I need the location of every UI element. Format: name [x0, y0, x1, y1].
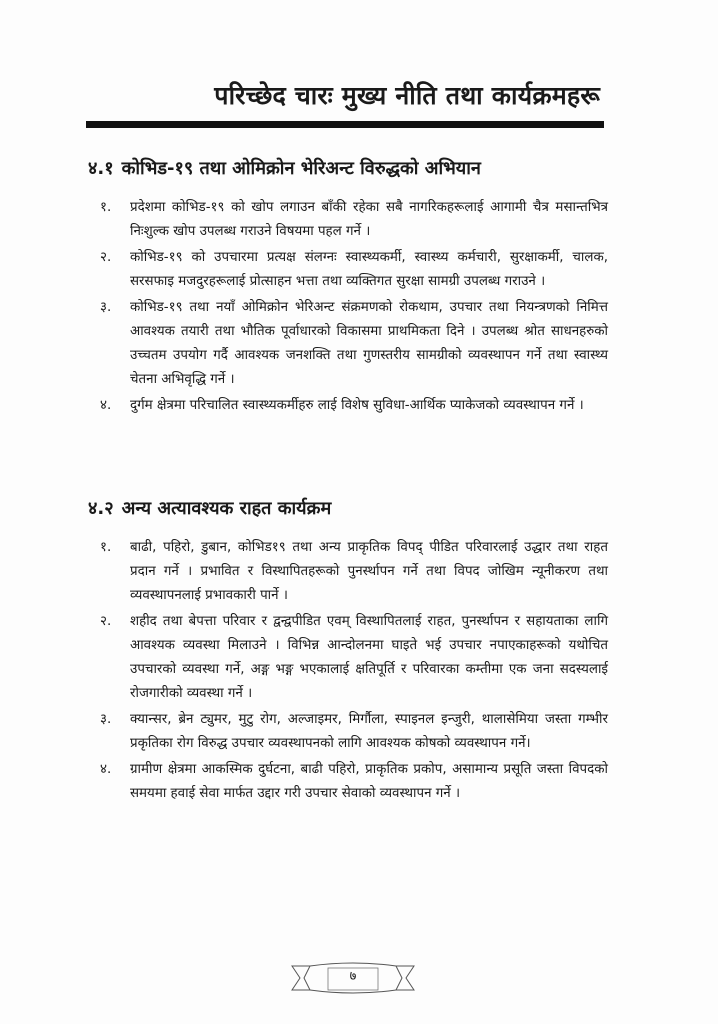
- item-text: दुर्गम क्षेत्रमा परिचालित स्वास्थ्यकर्मीहरु लाई विशेष सुविधा-आर्थिक प्याकेजको व्यवस्थापन गर्ने ।: [130, 398, 584, 413]
- item-number: ४.: [100, 762, 112, 777]
- item-text: शहीद तथा बेपत्ता परिवार र द्वन्द्वपीडित एवम् विस्थापितलाई राहत, पुनर्स्थापन र सहायताका लागि आवश्यक व्यवस्था मिलाउने । विभिन्न आन्दोलनमा घाइते भई उपचार नपाएकाहरूको यथोचित उपचारको व्यवस्था गर्ने, अङ्ग भङ्ग भएकालाई क्षतिपूर्ति र परिवारका कम्तीमा एक जना सदस्यलाई रोजगारीको व्यवस्था गर्ने ।: [130, 614, 608, 701]
- title-rule: [86, 121, 604, 128]
- list-item: [96, 708, 608, 756]
- section-list-4-2: [96, 536, 608, 808]
- list-item: [96, 536, 608, 608]
- item-number: ४.: [100, 398, 112, 413]
- item-text: प्रदेशमा कोभिड-१९ को खोप लगाउन बाँकी रहेका सबै नागरिकहरूलाई आगामी चैत्र मसान्तभित्र निःशुल्क खोप उपलब्ध गराउने विषयमा पहल गर्ने ।: [130, 200, 608, 239]
- item-number: १.: [100, 540, 112, 555]
- section-heading-4-1: [88, 156, 481, 180]
- list-item: [96, 296, 608, 392]
- section-heading-4-2: [88, 496, 331, 520]
- item-number: ३.: [100, 712, 112, 727]
- chapter-title: परिच्छेद चारः मुख्य नीति तथा कार्यक्रमहरू: [214, 81, 600, 110]
- section-list-4-1: [96, 196, 608, 420]
- item-number: ३.: [100, 300, 112, 315]
- list-item: [96, 196, 608, 244]
- item-text: क्यान्सर, ब्रेन ट्युमर, मुटु रोग, अल्जाइमर, मिर्गौला, स्पाइनल इन्जुरी, थालासेमिया जस्ता गम्भीर प्रकृतिका रोग विरुद्ध उपचार व्यवस्थापनको लागि आवश्यक कोषको व्यवस्थापन गर्ने।: [130, 712, 608, 751]
- item-text: कोभिड-१९ तथा नयाँ ओमिक्रोन भेरिअन्ट संक्रमणको रोकथाम, उपचार तथा नियन्त्रणको निमित्त आवश्यक तयारी तथा भौतिक पूर्वाधारको विकासमा प्राथमिकता दिने । उपलब्ध श्रोत साधनहरुको उच्चतम उपयोग गर्दै आवश्यक जनशक्ति तथा गुणस्तरीय सामग्रीको व्यवस्थापन गर्ने तथा स्वास्थ्य चेतना अभिवृद्धि गर्ने ।: [130, 300, 608, 387]
- list-item: [96, 758, 608, 806]
- item-text: ग्रामीण क्षेत्रमा आकस्मिक दुर्घटना, बाढी पहिरो, प्राकृतिक प्रकोप, असामान्य प्रसूति जस्ता विपदको समयमा हवाई सेवा मार्फत उद्दार गरी उपचार सेवाको व्यवस्थापन गर्ने ।: [130, 762, 608, 801]
- page-number: ७: [349, 969, 357, 984]
- section-number: ४.१: [88, 158, 114, 179]
- item-number: २.: [100, 250, 112, 265]
- list-item: [96, 246, 608, 294]
- item-number: १.: [100, 200, 112, 215]
- section-title: अन्य अत्यावश्यक राहत कार्यक्रम: [121, 498, 332, 519]
- item-number: २.: [100, 614, 112, 629]
- item-text: बाढी, पहिरो, डुबान, कोभिड१९ तथा अन्य प्राकृतिक विपद् पीडित परिवारलाई उद्धार तथा राहत प्रदान गर्ने । प्रभावित र विस्थापितहरूको पुनर्स्थापन गर्ने तथा विपद जोखिम न्यूनीकरण तथा व्यवस्थापनलाई प्रभावकारी पार्ने ।: [130, 540, 608, 603]
- section-title: कोभिड-१९ तथा ओमिक्रोन भेरिअन्ट विरुद्धको अभियान: [121, 158, 481, 179]
- list-item: [96, 610, 608, 706]
- item-text: कोभिड-१९ को उपचारमा प्रत्यक्ष संलग्नः स्वास्थ्यकर्मी, स्वास्थ्य कर्मचारी, सुरक्षाकर्मी, चालक, सरसफाइ मजदुरहरूलाई प्रोत्साहन भत्ता तथा व्यक्तिगत सुरक्षा सामग्री उपलब्ध गराउने ।: [130, 250, 608, 289]
- section-number: ४.२: [88, 498, 114, 519]
- list-item: [96, 394, 608, 418]
